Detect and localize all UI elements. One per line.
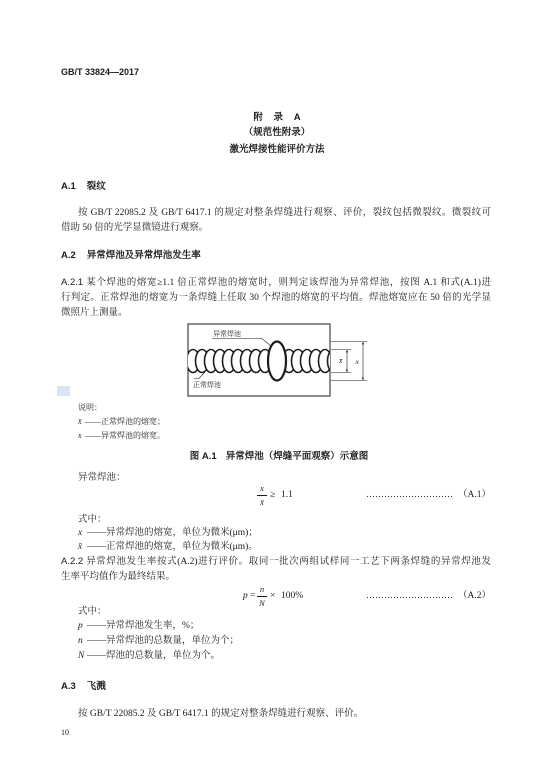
section-title: 裂纹	[86, 181, 106, 192]
clause-text: 某个焊池的熔宽≥1.1 倍正常焊池的熔宽时，则判定该焊池为异常焊池，按图 A.1 和式(A.1)进	[86, 278, 492, 288]
clause-a2-2-line	[61, 556, 491, 568]
dot-leader	[366, 596, 454, 599]
figure-notes-heading: 说明：	[78, 403, 102, 412]
section-heading-a2	[61, 250, 201, 262]
symbol: x̄	[78, 542, 83, 552]
dim-label-abnormal: x	[355, 357, 359, 366]
paragraph-line: 按 GB/T 22085.2 及 GB/T 6417.1 的规定对整条焊缝进行观察、评价，裂纹包括微裂纹。微裂纹可	[78, 208, 491, 218]
page-number: 10	[61, 728, 69, 737]
clause-number: A.2.1	[61, 277, 84, 288]
scan-mark	[57, 386, 70, 396]
standard-code: GB/T 33824—2017	[61, 67, 140, 77]
paragraph-line: 借助 50 倍的光学显微镜进行观察。	[61, 223, 209, 233]
symbol-definition: ——异常焊池的熔宽，单位为微米(μm)；	[87, 528, 258, 538]
caption-number: 图 A.1	[189, 451, 217, 462]
section-number: A.1	[61, 181, 76, 192]
where-item	[78, 635, 239, 647]
section-heading-a3	[61, 681, 106, 693]
symbol: n	[78, 636, 83, 646]
symbol: N	[78, 651, 85, 661]
symbol: x̄	[78, 417, 82, 426]
annex-label: 附 录 A	[253, 112, 301, 123]
where-item	[78, 650, 220, 662]
paragraph-line: 微照片上测量。	[61, 308, 128, 318]
clause-number: A.2.2	[61, 556, 84, 567]
fraction-denominator: N	[259, 598, 265, 608]
clause-text: 异常焊池发生率按式(A.2)进行评价。取同一批次两组试样同一工艺下两条焊缝的异常焊池发	[86, 557, 491, 567]
fraction-numerator: n	[259, 584, 265, 594]
where-heading: 式中：	[78, 607, 107, 617]
relation-symbol: ≥	[270, 490, 276, 500]
where-item	[78, 620, 199, 632]
symbol: x	[78, 528, 83, 538]
fraction-bar	[257, 495, 267, 496]
dim-label-normal: x̄	[339, 356, 343, 365]
symbol-definition: ——异常焊池的总数量，单位为个；	[87, 636, 240, 646]
symbol-definition: ——焊池的总数量，单位为个。	[87, 651, 221, 661]
symbol: x	[78, 431, 82, 440]
section-number: A.2	[61, 250, 76, 261]
equation-lhs: p	[243, 591, 248, 601]
figure-caption	[4, 451, 554, 463]
equation-intro: 异常焊池：	[78, 473, 126, 483]
section-title: 异常焊池及异常焊池发生率	[86, 250, 201, 261]
abnormal-weld-pool	[268, 342, 286, 381]
symbol: p	[78, 621, 83, 631]
fraction-bar	[257, 596, 267, 597]
where-heading: 式中：	[78, 515, 107, 525]
symbol-definition: ——正常焊池的熔宽；	[85, 417, 165, 426]
fraction-numerator: x	[260, 483, 264, 493]
normal-pool-label: 正常焊池	[193, 381, 221, 389]
section-heading-a1	[61, 181, 106, 193]
paragraph-line: 按 GB/T 22085.2 及 GB/T 6417.1 的规定对整条焊缝进行观察、评价。	[78, 709, 364, 719]
dot-leader	[366, 495, 454, 498]
symbol-definition: ——异常焊池发生率，%；	[87, 621, 200, 631]
annex-title: 激光焊接性能评价方法	[229, 144, 325, 155]
section-title: 飞溅	[86, 681, 106, 692]
equation-value: 100%	[281, 591, 304, 601]
equation-tag: （A.1）	[458, 490, 491, 500]
annex-type: （规范性附录）	[243, 127, 311, 138]
symbol-definition: ——正常焊池的熔宽，单位为微米(μm)。	[87, 542, 258, 552]
times-sign: ×	[270, 591, 276, 601]
fraction-denominator: x̄	[260, 497, 264, 507]
caption-title: 异常焊池（焊缝平面观察）示意图	[225, 451, 369, 462]
weld-pool-figure	[180, 318, 372, 402]
equation-tag: （A.2）	[458, 591, 491, 601]
equals-sign: =	[250, 591, 256, 601]
paragraph-line: 生率平均值作为最终结果。	[61, 572, 176, 582]
where-item	[78, 527, 258, 539]
clause-a2-1-line	[61, 277, 491, 289]
abnormal-pool-label: 异常焊池	[213, 330, 241, 338]
equation-value: 1.1	[281, 490, 293, 500]
section-number: A.3	[61, 681, 76, 692]
figure-note	[78, 431, 165, 441]
where-item	[78, 541, 258, 553]
symbol-definition: ——异常焊池的熔宽。	[85, 431, 165, 440]
paragraph-line: 行判定。正常焊池的熔宽为一条焊缝上任取 30 个焊池的熔宽的平均值。焊池熔宽应在 50 倍的光学显	[61, 293, 491, 303]
figure-note	[78, 417, 165, 427]
